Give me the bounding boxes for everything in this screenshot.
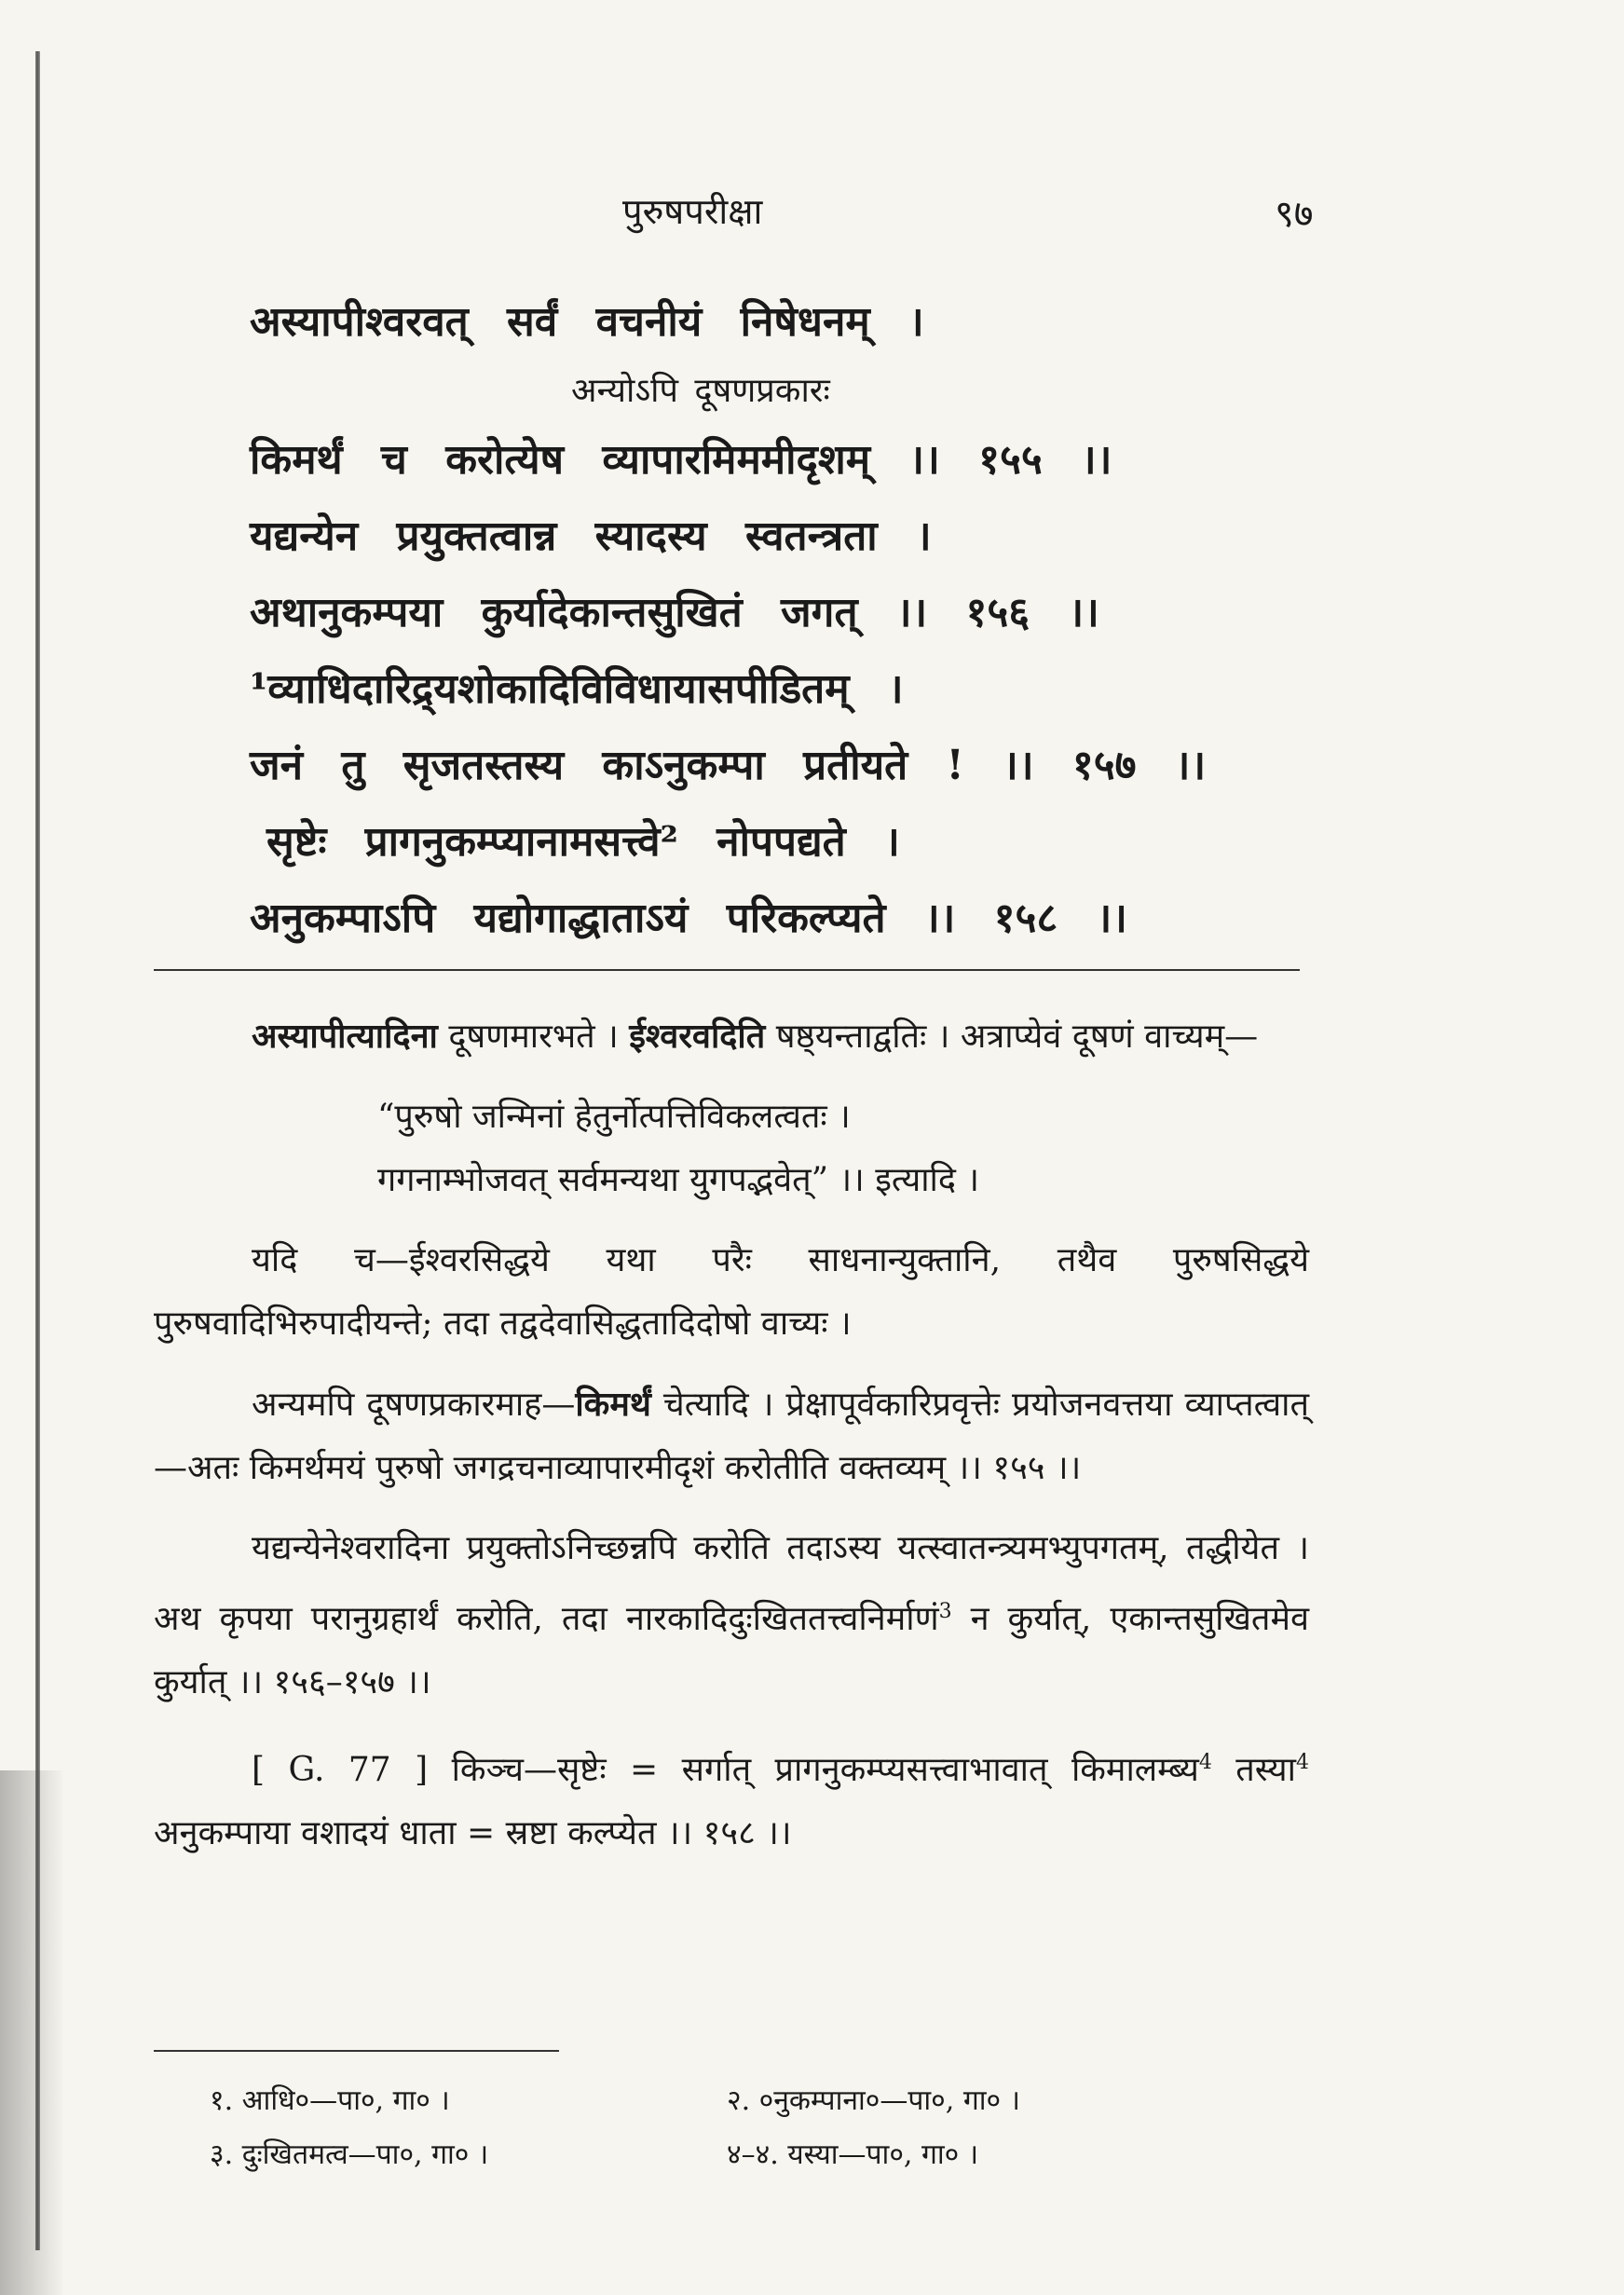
bold-term: किमर्थं <box>575 1385 651 1424</box>
commentary-text: [ G. 77 ] किञ्च—सृष्टेः = सर्गात् प्रागनुकम्प्यसत्त्वाभावात् किमालम्ब्य <box>252 1751 1199 1789</box>
quotation-line: गगनाम्भोजवत् सर्वमन्यथा युगपद्भवेत्” ।। इत्यादि । <box>377 1161 980 1199</box>
bold-term: ईश्वरवदिति <box>629 1017 766 1056</box>
footnote-divider <box>154 2050 559 2052</box>
verse-line: अथानुकम्पया कुर्यादेकान्तसुखितं जगत् ।। १५६ ।। <box>250 589 1099 636</box>
page-number: ९७ <box>1275 193 1314 236</box>
commentary-text: अनुकम्पाया वशादयं धाता = स्रष्टा कल्प्येत ।। १५८ ।। <box>154 1814 792 1852</box>
commentary-paragraph <box>154 1731 1309 1865</box>
commentary-text: दूषणमारभते । <box>437 1018 630 1056</box>
commentary-paragraph <box>154 1517 1309 1714</box>
running-title: पुरुषपरीक्षा <box>622 191 763 232</box>
verse-line: ¹व्याधिदारिद्र्यशोकादिविविधायासपीडितम् । <box>250 665 904 713</box>
footnote: १. आधि०—पा०, गा० । <box>210 2084 450 2117</box>
page-header <box>0 186 1624 242</box>
bold-term: अस्यापीत्यादिना <box>252 1017 438 1056</box>
verse-block <box>250 284 1312 957</box>
scan-shadow <box>0 1770 65 2295</box>
footnote-ref: 4 <box>1198 1751 1212 1774</box>
verse-line: जनं तु सृजतस्तस्य काऽनुकम्पा प्रतीयते ! ।। १५७ ।। <box>250 742 1207 789</box>
verse-line: यद्यन्येन प्रयुक्तत्वान्न स्यादस्य स्वतन्त्रता । <box>250 512 932 560</box>
quotation-line: “पुरुषो जन्मिनां हेतुर्नोत्पत्तिविकलत्वतः । <box>377 1098 851 1136</box>
commentary-paragraph: यदि च—ईश्वरसिद्धये यथा परैः साधनान्युक्तानि, तथैव पुरुषसिद्धये पुरुषवादिभिरुपादीयन्ते; तदा तद्वदेवासिद्धतादिदोषो वाच्यः । <box>154 1241 1309 1343</box>
verse-subheading: अन्योऽपि दूषणप्रकारः <box>571 372 830 410</box>
verse-line: सृष्टेः प्रागनुकम्प्यानामसत्त्वे² नोपपद्यते । <box>266 818 900 866</box>
commentary-text: न कुर्यात्, एकान्तसुखितमेव कुर्यात् ।। १५६–१५७ ।। <box>154 1600 1309 1701</box>
section-divider <box>154 969 1300 971</box>
verse-line: किमर्थं च करोत्येष व्यापारमिममीदृशम् ।। १५५ ।। <box>250 436 1112 484</box>
footnote: ३. दुःखितमत्व—पा०, गा० । <box>210 2138 489 2171</box>
commentary-text: चेत्यादि । प्रेक्षापूर्वकारिप्रवृत्तेः प्रयोजनवत्तया व्याप्तत्वात्—अतः किमर्थमयं पुरुषो जगद्रचनाव्यापारमीदृशं करोतीति वक्तव्यम् ।। १५५ ।। <box>154 1386 1309 1487</box>
footnote: २. ०नुकम्पाना०—पा०, गा० । <box>727 2084 1021 2117</box>
commentary-text: तस्या <box>1211 1751 1297 1789</box>
commentary-text: यद्यन्येनेश्वरादिना प्रयुक्तोऽनिच्छन्नपि करोति तदाऽस्य यत्स्वातन्त्र्यमभ्युपगतम्, तद्धीयेत । अथ कृपया परानुग्रहार्थं करोति, तदा नारकादिदुःखिततत्त्वनिर्माणं <box>154 1529 1309 1638</box>
commentary <box>154 1004 1309 1882</box>
footnote-ref: 4 <box>1296 1751 1310 1774</box>
verse-line: अनुकम्पाऽपि यद्योगाद्धाताऽयं परिकल्प्यते ।। १५८ ।। <box>250 895 1127 942</box>
footnote: ४–४. यस्या—पा०, गा० । <box>727 2138 979 2171</box>
footnote-ref: 3 <box>938 1600 952 1623</box>
commentary-paragraph <box>154 1004 1309 1069</box>
commentary-text: षष्ठ्यन्ताद्वतिः । अत्राप्येवं दूषणं वाच्यम्— <box>765 1018 1259 1056</box>
commentary-paragraph <box>154 1373 1309 1500</box>
commentary-text: अन्यमपि दूषणप्रकारमाह— <box>252 1386 576 1424</box>
verse-line: अस्यापीश्वरवत् सर्वं वचनीयं निषेधनम् । <box>250 298 924 346</box>
